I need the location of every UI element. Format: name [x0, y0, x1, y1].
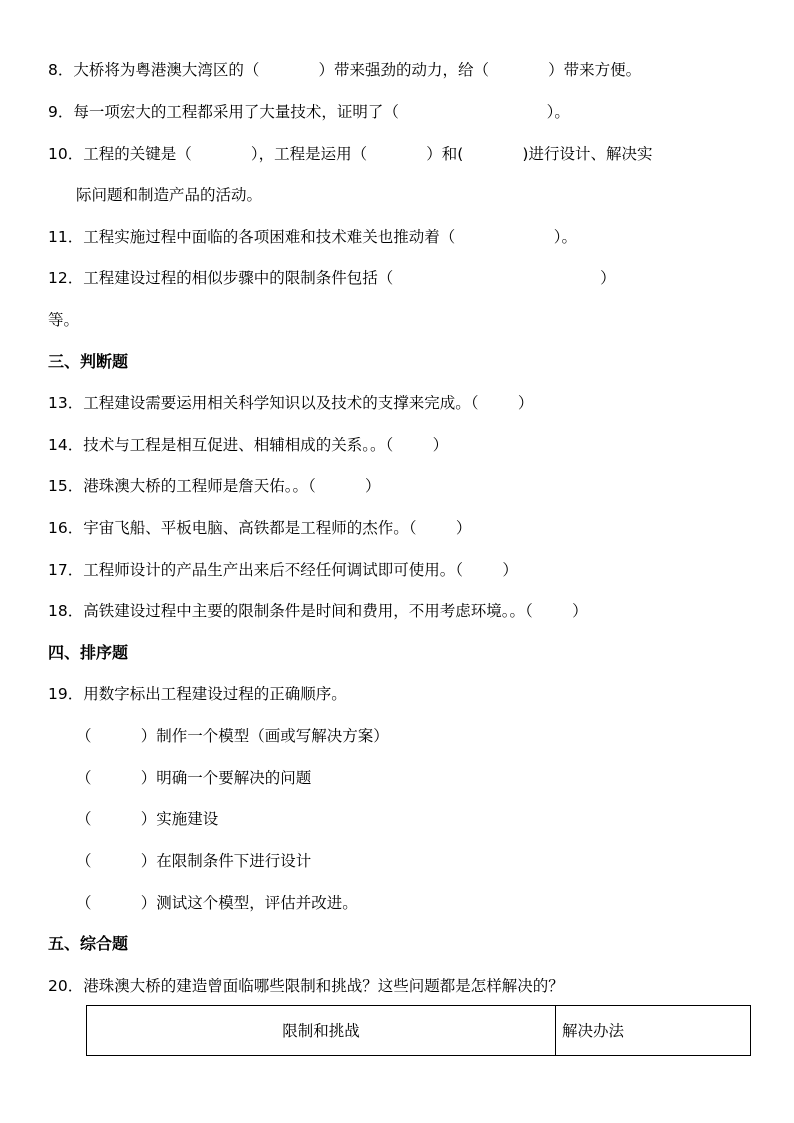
- answer-table: [86, 1005, 751, 1056]
- section-5-heading: 五、综合题: [48, 934, 129, 953]
- question-14: 14．技术与工程是相互促进、相辅相成的关系。。（ ）: [48, 436, 449, 454]
- ordering-item: （ ）实施建设: [76, 810, 219, 828]
- question-10-line-1: 10．工程的关键是（ ），工程是运用（ ）和( )进行设计、解决实: [48, 145, 653, 163]
- section-3-heading: 三、判断题: [48, 352, 129, 371]
- ordering-item: （ ）明确一个要解决的问题: [76, 769, 312, 787]
- ordering-item: （ ）测试这个模型，评估并改进。: [76, 894, 358, 912]
- question-18: 18．高铁建设过程中主要的限制条件是时间和费用，不用考虑环境。。（ ）: [48, 602, 588, 620]
- question-19: 19．用数字标出工程建设过程的正确顺序。: [48, 685, 347, 703]
- question-12-line-2: 等。: [48, 311, 80, 329]
- question-12-line-1: 12．工程建设过程的相似步骤中的限制条件包括（ ）: [48, 269, 616, 287]
- section-4-heading: 四、排序题: [48, 643, 129, 662]
- question-8: 8．大桥将为粤港澳大湾区的（ ）带来强劲的动力，给（ ）带来方便。: [48, 61, 642, 79]
- table-header-solutions: 解决办法: [562, 1021, 625, 1040]
- question-13: 13．工程建设需要运用相关科学知识以及技术的支撑来完成。（ ）: [48, 394, 534, 412]
- question-16: 16．宇宙飞船、平板电脑、高铁都是工程师的杰作。（ ）: [48, 519, 472, 537]
- question-15: 15．港珠澳大桥的工程师是詹天佑。。（ ）: [48, 477, 381, 495]
- question-10-line-2: 际问题和制造产品的活动。: [76, 186, 263, 204]
- question-11: 11．工程实施过程中面临的各项困难和技术难关也推动着（ ）。: [48, 228, 578, 246]
- question-17: 17．工程师设计的产品生产出来后不经任何调试即可使用。（ ）: [48, 561, 518, 579]
- table-header-challenges: 限制和挑战: [87, 1006, 556, 1055]
- question-20: 20．港珠澳大桥的建造曾面临哪些限制和挑战？这些问题都是怎样解决的？: [48, 977, 564, 995]
- question-9: 9．每一项宏大的工程都采用了大量技术，证明了（ ）。: [48, 103, 570, 121]
- ordering-item: （ ）在限制条件下进行设计: [76, 852, 312, 870]
- ordering-item: （ ）制作一个模型（画或写解决方案）: [76, 727, 389, 745]
